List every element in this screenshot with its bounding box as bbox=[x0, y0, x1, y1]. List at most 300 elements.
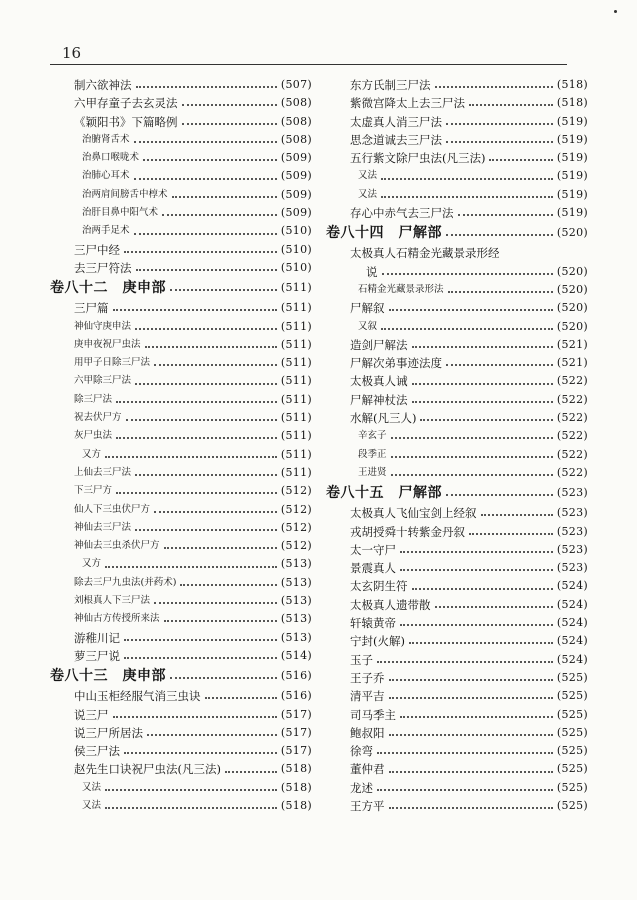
toc-entry bbox=[326, 797, 588, 815]
dot-leader bbox=[135, 529, 277, 531]
scan-speck bbox=[614, 10, 617, 13]
dot-leader bbox=[124, 657, 277, 659]
toc-entry-title: 东方氏制三尸法 bbox=[350, 78, 431, 92]
toc-entry-title: 又法 bbox=[358, 188, 378, 200]
toc-entry-title: 下三尸方 bbox=[74, 485, 113, 497]
dot-leader bbox=[389, 697, 553, 699]
toc-entry-page: (507) bbox=[280, 78, 312, 91]
toc-entry bbox=[326, 632, 588, 650]
toc-entry-page: (511) bbox=[280, 392, 312, 406]
toc-entry-page: (511) bbox=[280, 465, 312, 479]
toc-entry-title: 治鼻口喉咙术 bbox=[82, 152, 140, 164]
toc-entry bbox=[50, 113, 312, 131]
dot-leader bbox=[105, 789, 277, 791]
toc-entry bbox=[326, 427, 588, 445]
toc-entry-title: 神仙去三尸法 bbox=[74, 521, 132, 533]
toc-entry-title: 玉子 bbox=[350, 652, 373, 667]
dot-leader bbox=[446, 141, 553, 143]
toc-entry bbox=[326, 131, 588, 149]
toc-entry bbox=[50, 167, 312, 185]
toc-entry bbox=[50, 241, 312, 259]
toc-entry bbox=[50, 76, 312, 94]
dot-leader bbox=[389, 309, 553, 311]
dot-leader bbox=[469, 533, 553, 535]
toc-entry-title: 徐弯 bbox=[350, 744, 373, 759]
toc-entry bbox=[326, 244, 588, 262]
toc-entry-page: (519) bbox=[556, 151, 588, 165]
dot-leader bbox=[154, 602, 277, 604]
toc-entry-title: 太玄阴生符 bbox=[350, 579, 408, 594]
toc-entry bbox=[50, 501, 312, 519]
toc-entry-title: 治肺心耳术 bbox=[82, 170, 130, 182]
toc-entry bbox=[50, 259, 312, 277]
dot-leader bbox=[164, 547, 277, 549]
dot-leader bbox=[116, 437, 277, 439]
toc-entry bbox=[326, 94, 588, 112]
dot-leader bbox=[381, 328, 553, 330]
toc-entry bbox=[50, 318, 312, 336]
toc-entry-page: (514) bbox=[280, 648, 312, 662]
dot-leader bbox=[162, 214, 277, 216]
toc-entry-page: (523) bbox=[556, 542, 588, 556]
toc-entry-title: 说三尸 bbox=[74, 707, 109, 722]
toc-chapter-heading bbox=[326, 222, 588, 244]
dot-leader bbox=[420, 419, 552, 421]
dot-leader bbox=[124, 639, 277, 641]
toc-entry bbox=[326, 596, 588, 614]
toc-entry-page: (512) bbox=[280, 484, 312, 498]
toc-entry bbox=[50, 647, 312, 665]
toc-entry-title: 去三尸符法 bbox=[74, 260, 132, 275]
toc-entry-page: (511) bbox=[280, 356, 312, 370]
toc-entry-title: 石精金光藏景录形法 bbox=[358, 283, 444, 295]
dot-leader bbox=[377, 789, 553, 791]
toc-entry-title: 六甲除三尸法 bbox=[74, 375, 132, 387]
toc-entry-title: 赵先生口诀祝尸虫法(凡三法) bbox=[74, 762, 221, 777]
dot-leader bbox=[134, 233, 277, 235]
toc-entry bbox=[50, 742, 312, 760]
toc-entry-title: 太虚真人消三尸法 bbox=[350, 114, 442, 129]
toc-entry-page: (519) bbox=[556, 206, 588, 220]
toc-entry-page: (509) bbox=[280, 151, 312, 165]
toc-entry-page: (525) bbox=[556, 725, 588, 739]
toc-entry-page: (523) bbox=[556, 506, 588, 520]
dot-leader bbox=[180, 584, 276, 586]
toc-entry-title: 神仙守庚申法 bbox=[74, 320, 132, 332]
dot-leader bbox=[409, 642, 553, 644]
dot-leader bbox=[170, 677, 277, 679]
dot-leader bbox=[170, 289, 277, 291]
toc-entry-title: 制六欲神法 bbox=[74, 78, 132, 92]
toc-entry-title: 三尸篇 bbox=[74, 301, 109, 316]
page-number: 16 bbox=[62, 44, 82, 62]
toc-entry-page: (518) bbox=[556, 96, 588, 110]
dot-leader bbox=[412, 401, 553, 403]
toc-entry-page: (511) bbox=[280, 319, 312, 333]
toc-entry bbox=[50, 610, 312, 628]
toc-entry-page: (521) bbox=[556, 356, 588, 370]
toc-entry-page: (522) bbox=[556, 392, 588, 406]
dot-leader bbox=[400, 624, 553, 626]
toc-entry bbox=[50, 464, 312, 482]
dot-leader bbox=[391, 474, 553, 476]
toc-entry bbox=[326, 113, 588, 131]
toc-entry-page: (512) bbox=[280, 520, 312, 534]
toc-entry bbox=[326, 263, 588, 281]
toc-entry-page: (510) bbox=[280, 224, 312, 238]
toc-entry bbox=[326, 281, 588, 299]
toc-entry-page: (518) bbox=[280, 762, 312, 776]
toc-entry bbox=[50, 299, 312, 317]
toc-entry bbox=[50, 372, 312, 390]
toc-entry-page: (520) bbox=[556, 282, 588, 296]
dot-leader bbox=[143, 159, 277, 161]
toc-entry bbox=[326, 204, 588, 222]
toc-entry bbox=[326, 779, 588, 797]
toc-entry bbox=[326, 523, 588, 541]
toc-entry-title: 治腑肾舌术 bbox=[82, 133, 130, 145]
dot-leader bbox=[446, 494, 553, 496]
dot-leader bbox=[136, 86, 277, 88]
toc-entry bbox=[50, 706, 312, 724]
toc-entry-page: (525) bbox=[556, 670, 588, 684]
toc-entry-page: (508) bbox=[280, 96, 312, 110]
dot-leader bbox=[164, 620, 277, 622]
toc-entry-title: 王子乔 bbox=[350, 670, 385, 685]
toc-entry-page: (511) bbox=[280, 337, 312, 351]
toc-entry bbox=[326, 391, 588, 409]
dot-leader bbox=[381, 196, 553, 198]
toc-entry-title: 尸解次弟事迹法度 bbox=[350, 356, 442, 371]
dot-leader bbox=[205, 697, 277, 699]
toc-entry-title: 六甲存童子去玄灵法 bbox=[74, 96, 178, 111]
dot-leader bbox=[481, 514, 553, 516]
toc-entry-title: 游稚川记 bbox=[74, 630, 120, 645]
dot-leader bbox=[116, 492, 277, 494]
toc-entry-page: (519) bbox=[556, 169, 588, 183]
toc-entry-title: 王进贤 bbox=[358, 466, 387, 478]
toc-entry-title: 太极真人飞仙宝剑上经叙 bbox=[350, 506, 477, 521]
dot-leader bbox=[446, 364, 553, 366]
toc-entry-page: (512) bbox=[280, 502, 312, 516]
toc-entry-page: (508) bbox=[280, 132, 312, 146]
toc-entry-page: (524) bbox=[556, 579, 588, 593]
dot-leader bbox=[382, 273, 553, 275]
toc-entry-title: 轩辕黄帝 bbox=[350, 616, 396, 631]
toc-entry-page: (513) bbox=[280, 594, 312, 608]
toc-entry-title: 庚申夜祝尸虫法 bbox=[74, 338, 141, 350]
toc-entry bbox=[326, 724, 588, 742]
dot-leader bbox=[412, 383, 553, 385]
toc-entry bbox=[326, 706, 588, 724]
toc-entry-title: 龙述 bbox=[350, 780, 373, 795]
toc-entry-title: 上仙去三尸法 bbox=[74, 466, 132, 478]
toc-entry-title: 太一守尸 bbox=[350, 542, 396, 557]
toc-entry bbox=[50, 537, 312, 555]
toc-entry-title: 王方平 bbox=[350, 798, 385, 813]
toc-entry bbox=[50, 555, 312, 573]
toc-entry-page: (522) bbox=[556, 447, 588, 461]
toc-entry-page: (513) bbox=[280, 612, 312, 626]
toc-entry bbox=[50, 391, 312, 409]
toc-entry bbox=[326, 614, 588, 632]
dot-leader bbox=[135, 383, 277, 385]
toc-entry-title: 紫微宫降太上去三尸法 bbox=[350, 96, 465, 111]
dot-leader bbox=[435, 606, 553, 608]
toc-entry-title: 用甲子日除三尸法 bbox=[74, 357, 151, 369]
toc-entry bbox=[50, 519, 312, 537]
toc-entry-title: 戎胡授舜十转紫金丹叙 bbox=[350, 524, 465, 539]
dot-leader bbox=[105, 566, 277, 568]
toc-entry-title: 尸解叙 bbox=[350, 301, 385, 316]
dot-leader bbox=[136, 269, 277, 271]
dot-leader bbox=[448, 291, 553, 293]
toc-entry bbox=[50, 592, 312, 610]
toc-entry-page: (525) bbox=[556, 744, 588, 758]
toc-chapter-heading bbox=[326, 482, 588, 504]
toc-entry bbox=[50, 336, 312, 354]
dot-leader bbox=[489, 159, 552, 161]
toc-entry bbox=[326, 651, 588, 669]
toc-entry-page: (523) bbox=[556, 486, 588, 500]
toc-entry-page: (518) bbox=[280, 798, 312, 812]
toc-entry-title: 又法 bbox=[358, 170, 378, 182]
dot-leader bbox=[147, 734, 277, 736]
toc-entry-page: (508) bbox=[280, 114, 312, 128]
toc-entry bbox=[326, 409, 588, 427]
toc-entry bbox=[50, 186, 312, 204]
toc-entry bbox=[326, 336, 588, 354]
dot-leader bbox=[435, 86, 553, 88]
toc-entry bbox=[50, 427, 312, 445]
toc-entry bbox=[326, 577, 588, 595]
toc-entry-title: 灰尸虫法 bbox=[74, 430, 113, 442]
dot-leader bbox=[389, 807, 553, 809]
toc-entry-title: 又法 bbox=[82, 799, 102, 811]
dot-leader bbox=[154, 511, 277, 513]
toc-entry-page: (511) bbox=[280, 411, 312, 425]
toc-entry-page: (517) bbox=[280, 744, 312, 758]
toc-entry bbox=[50, 94, 312, 112]
toc-entry-page: (519) bbox=[556, 132, 588, 146]
dot-leader bbox=[124, 251, 277, 253]
toc-entry-page: (519) bbox=[556, 187, 588, 201]
toc-entry-title: 三尸中经 bbox=[74, 242, 120, 257]
toc-entry-page: (516) bbox=[280, 669, 312, 683]
toc-entry bbox=[50, 760, 312, 778]
toc-entry-title: 说 bbox=[366, 264, 378, 279]
toc-entry bbox=[326, 186, 588, 204]
toc-entry-title: 鲍叔阳 bbox=[350, 725, 385, 740]
toc-entry-title: 刘根真人下三尸法 bbox=[74, 595, 151, 607]
toc-entry-page: (509) bbox=[280, 206, 312, 220]
toc-entry-page: (518) bbox=[556, 78, 588, 91]
toc-entry-title: 神仙去三虫杀伏尸方 bbox=[74, 540, 160, 552]
dot-leader bbox=[400, 716, 553, 718]
dot-leader bbox=[134, 141, 277, 143]
toc-entry bbox=[50, 779, 312, 797]
toc-entry bbox=[326, 541, 588, 559]
dot-leader bbox=[389, 734, 553, 736]
toc-entry-title: 神仙古方传授所来法 bbox=[74, 613, 160, 625]
toc-entry bbox=[50, 354, 312, 372]
dot-leader bbox=[124, 752, 277, 754]
toc-entry-page: (525) bbox=[556, 780, 588, 794]
toc-entry bbox=[326, 760, 588, 778]
dot-leader bbox=[182, 104, 277, 106]
toc-entry bbox=[326, 372, 588, 390]
toc-entry-title: 思念道诚去三尸法 bbox=[350, 132, 442, 147]
toc-entry-title: 存心中赤气去三尸法 bbox=[350, 206, 454, 221]
toc-entry-title: 景震真人 bbox=[350, 561, 396, 576]
dot-leader bbox=[172, 196, 277, 198]
toc-entry bbox=[50, 409, 312, 427]
toc-entry-title: 祝去伏尸方 bbox=[74, 412, 122, 424]
dot-leader bbox=[400, 569, 553, 571]
toc-entry-title: 治两手足术 bbox=[82, 225, 130, 237]
toc-entry-page: (524) bbox=[556, 616, 588, 630]
dot-leader bbox=[105, 807, 277, 809]
dot-leader bbox=[446, 123, 553, 125]
toc-entry-title: 中山玉柜经服气消三虫诀 bbox=[74, 689, 201, 704]
dot-leader bbox=[145, 346, 277, 348]
toc-entry-page: (516) bbox=[280, 689, 312, 703]
dot-leader bbox=[105, 456, 277, 458]
toc-entry-title: 卷八十二 庚申部 bbox=[50, 280, 166, 297]
toc-entry bbox=[326, 742, 588, 760]
dot-leader bbox=[458, 214, 553, 216]
toc-entry bbox=[50, 687, 312, 705]
dot-leader bbox=[154, 364, 277, 366]
toc-entry-page: (524) bbox=[556, 634, 588, 648]
toc-entry-page: (513) bbox=[280, 557, 312, 571]
toc-entry bbox=[326, 167, 588, 185]
dot-leader bbox=[389, 771, 553, 773]
toc-entry-title: 仙人下三虫伏尸方 bbox=[74, 503, 151, 515]
toc-entry-title: 段季正 bbox=[358, 448, 387, 460]
toc-entry-page: (512) bbox=[280, 539, 312, 553]
toc-entry-page: (520) bbox=[556, 264, 588, 278]
toc-entry-page: (524) bbox=[556, 597, 588, 611]
toc-entry bbox=[326, 504, 588, 522]
dot-leader bbox=[377, 661, 553, 663]
toc-entry-title: 治肝目鼻中阳气术 bbox=[82, 207, 159, 219]
toc-entry-page: (522) bbox=[556, 411, 588, 425]
dot-leader bbox=[391, 437, 553, 439]
toc-entry bbox=[326, 354, 588, 372]
dot-leader bbox=[113, 716, 277, 718]
toc-entry-page: (525) bbox=[556, 762, 588, 776]
toc-entry-page: (509) bbox=[280, 169, 312, 183]
toc-entry-page: (519) bbox=[556, 114, 588, 128]
toc-entry bbox=[50, 131, 312, 149]
toc-left-column bbox=[50, 76, 312, 815]
toc-entry-title: 萝三尸说 bbox=[74, 648, 120, 663]
toc-entry-title: 又方 bbox=[82, 448, 102, 460]
toc-entry bbox=[326, 149, 588, 167]
toc-entry bbox=[326, 318, 588, 336]
toc-entry-page: (525) bbox=[556, 707, 588, 721]
dot-leader bbox=[391, 456, 553, 458]
dot-leader bbox=[381, 178, 553, 180]
dot-leader bbox=[389, 679, 553, 681]
toc-entry-title: 太极真人遗带散 bbox=[350, 597, 431, 612]
toc-entry-page: (522) bbox=[556, 465, 588, 479]
dot-leader bbox=[446, 234, 553, 236]
toc-entry-title: 侯三尸法 bbox=[74, 744, 120, 759]
dot-leader bbox=[377, 752, 553, 754]
dot-leader bbox=[182, 123, 277, 125]
toc-entry-page: (510) bbox=[280, 242, 312, 256]
dot-leader bbox=[135, 328, 277, 330]
toc-entry bbox=[50, 222, 312, 240]
toc-entry-title: 司马季主 bbox=[350, 707, 396, 722]
toc-entry bbox=[50, 149, 312, 167]
toc-entry-page: (511) bbox=[280, 429, 312, 443]
toc-entry-page: (511) bbox=[280, 301, 312, 315]
toc-entry-page: (523) bbox=[556, 524, 588, 538]
toc-entry bbox=[326, 76, 588, 94]
toc-entry bbox=[50, 482, 312, 500]
toc-entry-title: 辛玄子 bbox=[358, 430, 387, 442]
toc-entry bbox=[326, 299, 588, 317]
toc-entry-page: (525) bbox=[556, 798, 588, 812]
toc-entry bbox=[50, 629, 312, 647]
dot-leader bbox=[412, 346, 553, 348]
toc-entry-page: (518) bbox=[280, 780, 312, 794]
dot-leader bbox=[113, 309, 277, 311]
toc-entry-page: (522) bbox=[556, 374, 588, 388]
toc-entry-page: (513) bbox=[280, 630, 312, 644]
toc-entry bbox=[50, 204, 312, 222]
toc-entry-title: 说三尸所居法 bbox=[74, 725, 143, 740]
dot-leader bbox=[469, 104, 553, 106]
toc-entry bbox=[326, 669, 588, 687]
toc-entry-title: 太极真人诫 bbox=[350, 374, 408, 389]
toc-entry-page: (517) bbox=[280, 725, 312, 739]
toc-entry-title: 又法 bbox=[82, 781, 102, 793]
toc-entry-title: 除去三尸九虫法(并药术) bbox=[74, 576, 177, 588]
toc-entry-title: 卷八十四 尸解部 bbox=[326, 225, 442, 242]
toc-entry-page: (509) bbox=[280, 187, 312, 201]
dot-leader bbox=[412, 588, 553, 590]
header-rule bbox=[50, 64, 567, 65]
toc-entry bbox=[326, 559, 588, 577]
toc-entry-title: 又叙 bbox=[358, 320, 378, 332]
toc-entry-page: (521) bbox=[556, 337, 588, 351]
toc-entry-page: (520) bbox=[556, 226, 588, 240]
toc-right-column bbox=[326, 76, 588, 815]
toc-entry-title: 卷八十五 尸解部 bbox=[326, 485, 442, 502]
toc-entry bbox=[50, 446, 312, 464]
toc-entry-title: 除三尸法 bbox=[74, 393, 113, 405]
dot-leader bbox=[126, 419, 277, 421]
toc-chapter-heading bbox=[50, 277, 312, 299]
toc-entry bbox=[50, 724, 312, 742]
toc-entry-page: (522) bbox=[556, 429, 588, 443]
toc-entry-title: 造剑尸解法 bbox=[350, 337, 408, 352]
toc-entry-page: (520) bbox=[556, 301, 588, 315]
toc-entry-title: 五行紫文除尸虫法(凡三法) bbox=[350, 151, 486, 166]
toc-entry bbox=[326, 687, 588, 705]
dot-leader bbox=[134, 178, 277, 180]
dot-leader bbox=[225, 771, 277, 773]
toc-entry-page: (525) bbox=[556, 689, 588, 703]
dot-leader bbox=[400, 551, 553, 553]
toc-entry-page: (523) bbox=[556, 561, 588, 575]
toc-entry-page: (510) bbox=[280, 260, 312, 274]
toc-entry-page: (511) bbox=[280, 281, 312, 295]
